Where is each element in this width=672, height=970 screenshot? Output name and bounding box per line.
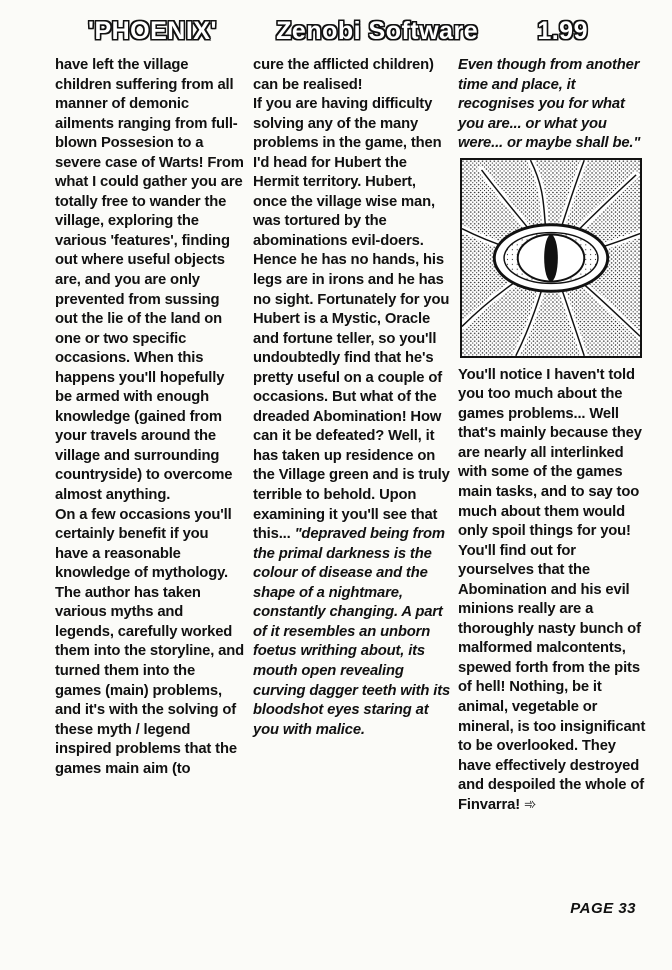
abomination-quote: "depraved being from the primal darkness is the colour of disease and the shape of a nightmare, constantly changing. A part of it resembles an unborn foetus writhing about, its mouth open revealing curving dagger teeth with its bloodshot eyes staring at you with malice.	[253, 526, 451, 738]
column-1-paragraph-2: On a few occasions you'll certainly benefit if you have a reasonable knowledge of mythology. The author has taken various myths and legends, carefully worked them into the storyline, and turned them into the games (main) problems, and it's with the solving of these myth / legend inspired problems that the games main aim (to	[55, 506, 244, 777]
header-publisher: Zenobi Software	[276, 17, 479, 45]
column-2-paragraph-2	[253, 95, 453, 740]
column-3-body	[458, 366, 650, 816]
column-1	[55, 56, 245, 779]
eye-icon	[462, 160, 640, 356]
column-3	[458, 56, 650, 815]
header-price: 1.99	[537, 17, 588, 45]
column-2-paragraph-2-text: If you are having difficulty solving any of the many problems in the game, then I'd head for Hubert the Hermit territory. Hubert, once the village wise man, was tortured by the abominations evil-doers. Hence he has no hands, his legs are in irons and he has no sight. Fortunately for you Hubert is a Mystic, Oracle and fortune teller, so you'll undoubtedly find that he's pretty useful on a couple of occasions. But what of the dreaded Abomination! How can it be defeated? Well, it has taken up residence on the Village green and is truly terrible to behold. Upon examining it you'll see that this...	[253, 96, 450, 543]
continue-arrow-icon: ➾	[523, 796, 537, 813]
column-3-body-text: You'll notice I haven't told you too much about the games problems... Well that's mainly because they are nearly all interlinked with some of the games main tasks, and to say too much about them would only spoil things for you! You'll find out for yourselves that the Abomination and his evil minions really are a thoroughly nasty bunch of malformed malcontents, spewed forth from the pits of hell! Nothing, be it animal, vegetable or mineral, is too insignificant to be overlooked. They have effectively destroyed and despoiled the whole of Finvarra!	[458, 366, 646, 813]
page-number: PAGE 33	[570, 900, 636, 917]
page-header	[88, 17, 588, 46]
column-1-paragraph-1: have left the village children suffering from all manner of demonic ailments ranging from full-blown Possesion to a severe case of Warts! From what I could gather you are totally free to wander the village, exploring the various 'features', finding out where useful objects are, and you are only prevented from sussing out the lie of the land on one or two specific occasions. When this happens you'll hopefully be armed with enough knowledge (gained from your travels around the village and surrounding countryside) to overcome almost anything.	[55, 57, 244, 504]
abomination-eye-illustration	[460, 158, 642, 358]
column-2-paragraph-1: cure the afflicted children) can be realised!	[253, 57, 434, 93]
header-title: 'PHOENIX'	[88, 17, 217, 45]
abomination-quote-continued: Even though from another time and place, it recognises you for what you are... or what you were... or maybe shall be."	[458, 57, 641, 152]
column-2	[253, 56, 453, 740]
